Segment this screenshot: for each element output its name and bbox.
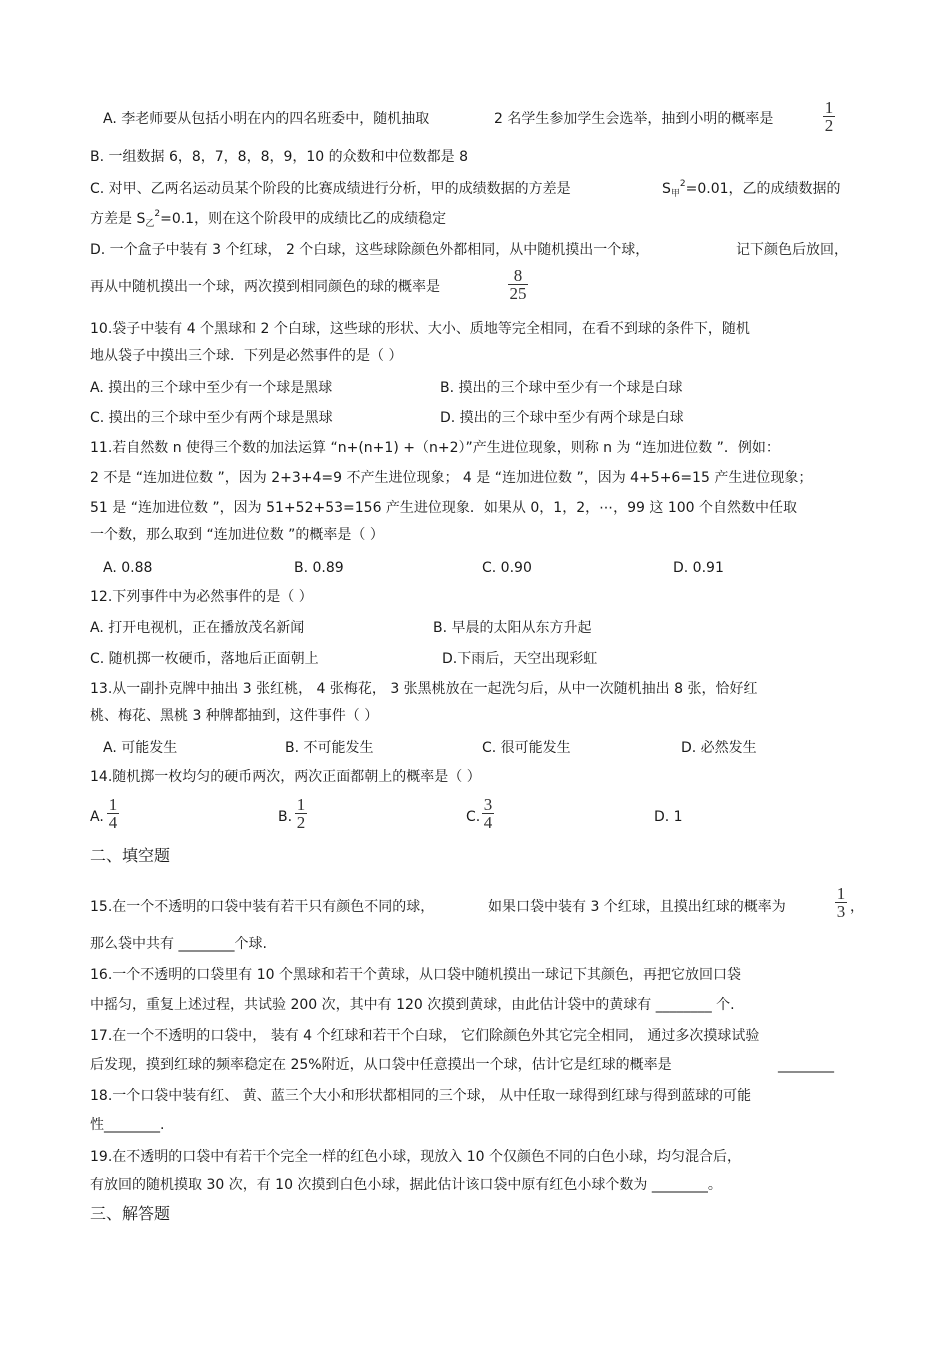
q11-stem-line1: 11.若自然数 n 使得三个数的加法运算 “n+(n+1) +（n+2）”产生进位现象，则称 n 为 “连加进位数 ”．例如： [90,440,780,456]
q14-stem: 14.随机掷一枚均匀的硬币两次，两次正面都朝上的概率是（ ） [90,769,481,785]
fraction-numerator: 1 [108,795,118,814]
q10-option-b: B. 摸出的三个球中至少有一个球是白球 [440,380,683,396]
q15-comma: ， [850,899,864,915]
q15-stem-line2: 那么袋中共有 ________个球. [90,936,267,952]
q12-option-c: C. 随机掷一枚硬币，落地后正面朝上 [90,651,319,667]
q9-option-d-line1-tail: 记下颜色后放回， [736,242,848,258]
variance-symbol: S [662,181,671,197]
fraction-numerator: 3 [483,795,493,814]
fraction-denominator: 2 [824,116,834,135]
q11-stem-line2: 2 不是 “连加进位数 ”，因为 2+3+4=9 不产生进位现象； 4 是 “连加进位数 ”，因为 4+5+6=15 产生进位现象； [90,470,813,486]
q19-stem-line1: 19.在不透明的口袋中有若干个完全一样的红色小球，现放入 10 个仅颜色不同的白色小球，均匀混合后， [90,1149,741,1165]
fraction-numerator: 1 [824,98,834,117]
variance-superscript: 2 [154,209,161,219]
q9-variance-jia [662,180,841,200]
q13-option-a: A. 可能发生 [103,740,178,756]
q11-stem-line3: 51 是 “连加进位数 ”，因为 51+52+53=156 产生进位现象．如果从 0，1，2，⋯，99 这 100 个自然数中任取 [90,500,797,516]
q14-option-d: D. 1 [654,809,683,825]
fraction-denominator: 4 [108,813,118,832]
section-answer-heading: 三、解答题 [90,1204,171,1223]
variance-subscript: 甲 [670,189,680,199]
q11-option-c: C. 0.90 [482,560,532,576]
q14-option-c-label: C. [466,809,481,825]
variance-subscript: 乙 [145,219,155,229]
fraction-denominator: 25 [509,284,527,303]
q12-option-b: B. 早晨的太阳从东方升起 [433,620,592,636]
q15-stem-line1: 15.在一个不透明的口袋中装有若干只有颜色不同的球， [90,899,435,915]
q14-fraction-b [295,797,307,830]
q9-option-d-line2: 再从中随机摸出一个球，两次摸到相同颜色的球的概率是 [90,279,440,295]
q9-option-c-line2 [90,210,446,230]
variance-value: =0.01，乙的成绩数据的 [685,181,841,197]
q16-stem-line2: 中摇匀，重复上述过程，共试验 200 次，其中有 120 次摸到黄球，由此估计袋中的黄球有 ________ 个. [90,997,735,1013]
q12-stem: 12.下列事件中为必然事件的是（ ） [90,589,313,605]
fraction-numerator: 1 [836,884,846,903]
q12-option-d: D.下雨后，天空出现彩虹 [442,651,598,667]
q14-fraction-c [482,797,494,830]
fraction-denominator: 2 [296,813,306,832]
q14-option-a-label: A. [90,809,104,825]
fraction-denominator: 4 [483,813,493,832]
fraction-numerator: 1 [296,795,306,814]
variance-yi-label: 方差是 S [90,211,146,227]
q14-fraction-a [107,797,119,830]
q14-option-b-label: B. [278,809,293,825]
q9-fraction-8-25 [508,268,528,301]
q9-option-a-cont: 2 名学生参加学生会选举，抽到小明的概率是 [494,111,774,127]
q10-option-a: A. 摸出的三个球中至少有一个球是黑球 [90,380,333,396]
q13-stem-line2: 桃、梅花、黑桃 3 种牌都抽到，这件事件（ ） [90,708,379,724]
q13-stem-line1: 13.从一副扑克牌中抽出 3 张红桃， 4 张梅花， 3 张黑桃放在一起洗匀后，从中一次随机抽出 8 张，恰好红 [90,681,758,697]
q13-option-b: B. 不可能发生 [285,740,374,756]
fraction-denominator: 3 [836,902,846,921]
q12-option-a: A. 打开电视机，正在播放茂名新闻 [90,620,305,636]
q17-stem-line1: 17.在一个不透明的口袋中， 装有 4 个红球和若干个白球， 它们除颜色外其它完全相同， 通过多次摸球试验 [90,1028,760,1044]
q9-option-c-line1: C. 对甲、乙两名运动员某个阶段的比赛成绩进行分析，甲的成绩数据的方差是 [90,181,571,197]
q10-option-d: D. 摸出的三个球中至少有两个球是白球 [440,410,684,426]
q11-option-b: B. 0.89 [294,560,344,576]
q15-fraction-third [835,886,847,919]
q18-stem-line2: 性________. [90,1117,165,1133]
q15-stem-line1b: 如果口袋中装有 3 个红球，且摸出红球的概率为 [488,899,786,915]
q11-option-d: D. 0.91 [673,560,724,576]
fraction-numerator: 8 [513,266,523,285]
q16-stem-line1: 16.一个不透明的口袋里有 10 个黑球和若干个黄球，从口袋中随机摸出一球记下其颜色，再把它放回口袋 [90,967,741,983]
q13-option-d: D. 必然发生 [681,740,757,756]
variance-superscript: 2 [679,179,686,189]
q19-stem-line2: 有放回的随机摸取 30 次，有 10 次摸到白色小球，据此估计该口袋中原有红色小球个数为 ________。 [90,1177,722,1193]
q9-option-b: B. 一组数据 6，8，7，8，8，9，10 的众数和中位数都是 8 [90,149,469,165]
variance-yi-tail: =0.1，则在这个阶段甲的成绩比乙的成绩稳定 [160,211,447,227]
q13-option-c: C. 很可能发生 [482,740,571,756]
q11-stem-line4: 一个数，那么取到 “连加进位数 ”的概率是（ ） [90,527,384,543]
q18-stem-line1: 18.一个口袋中装有红、 黄、蓝三个大小和形状都相同的三个球， 从中任取一球得到红球与得到蓝球的可能 [90,1088,752,1104]
q10-stem-line2: 地从袋子中摸出三个球．下列是必然事件的是（ ） [90,348,403,364]
q17-stem-line2: 后发现，摸到红球的频率稳定在 25%附近，从口袋中任意摸出一个球，估计它是红球的概率是 [90,1057,672,1073]
q10-stem-line1: 10.袋子中装有 4 个黑球和 2 个白球，这些球的形状、大小、质地等完全相同，在看不到球的条件下，随机 [90,321,750,337]
q10-option-c: C. 摸出的三个球中至少有两个球是黑球 [90,410,333,426]
q9-option-a: A. 李老师要从包括小明在内的四名班委中，随机抽取 [103,111,430,127]
q9-option-d-line1: D. 一个盒子中装有 3 个红球， 2 个白球，这些球除颜色外都相同，从中随机摸出一个球， [90,242,650,258]
q9-fraction-half [823,100,835,133]
q11-option-a: A. 0.88 [103,560,153,576]
q17-answer-blank: ________ [778,1057,834,1073]
section-fill-blank-heading: 二、填空题 [90,846,171,865]
